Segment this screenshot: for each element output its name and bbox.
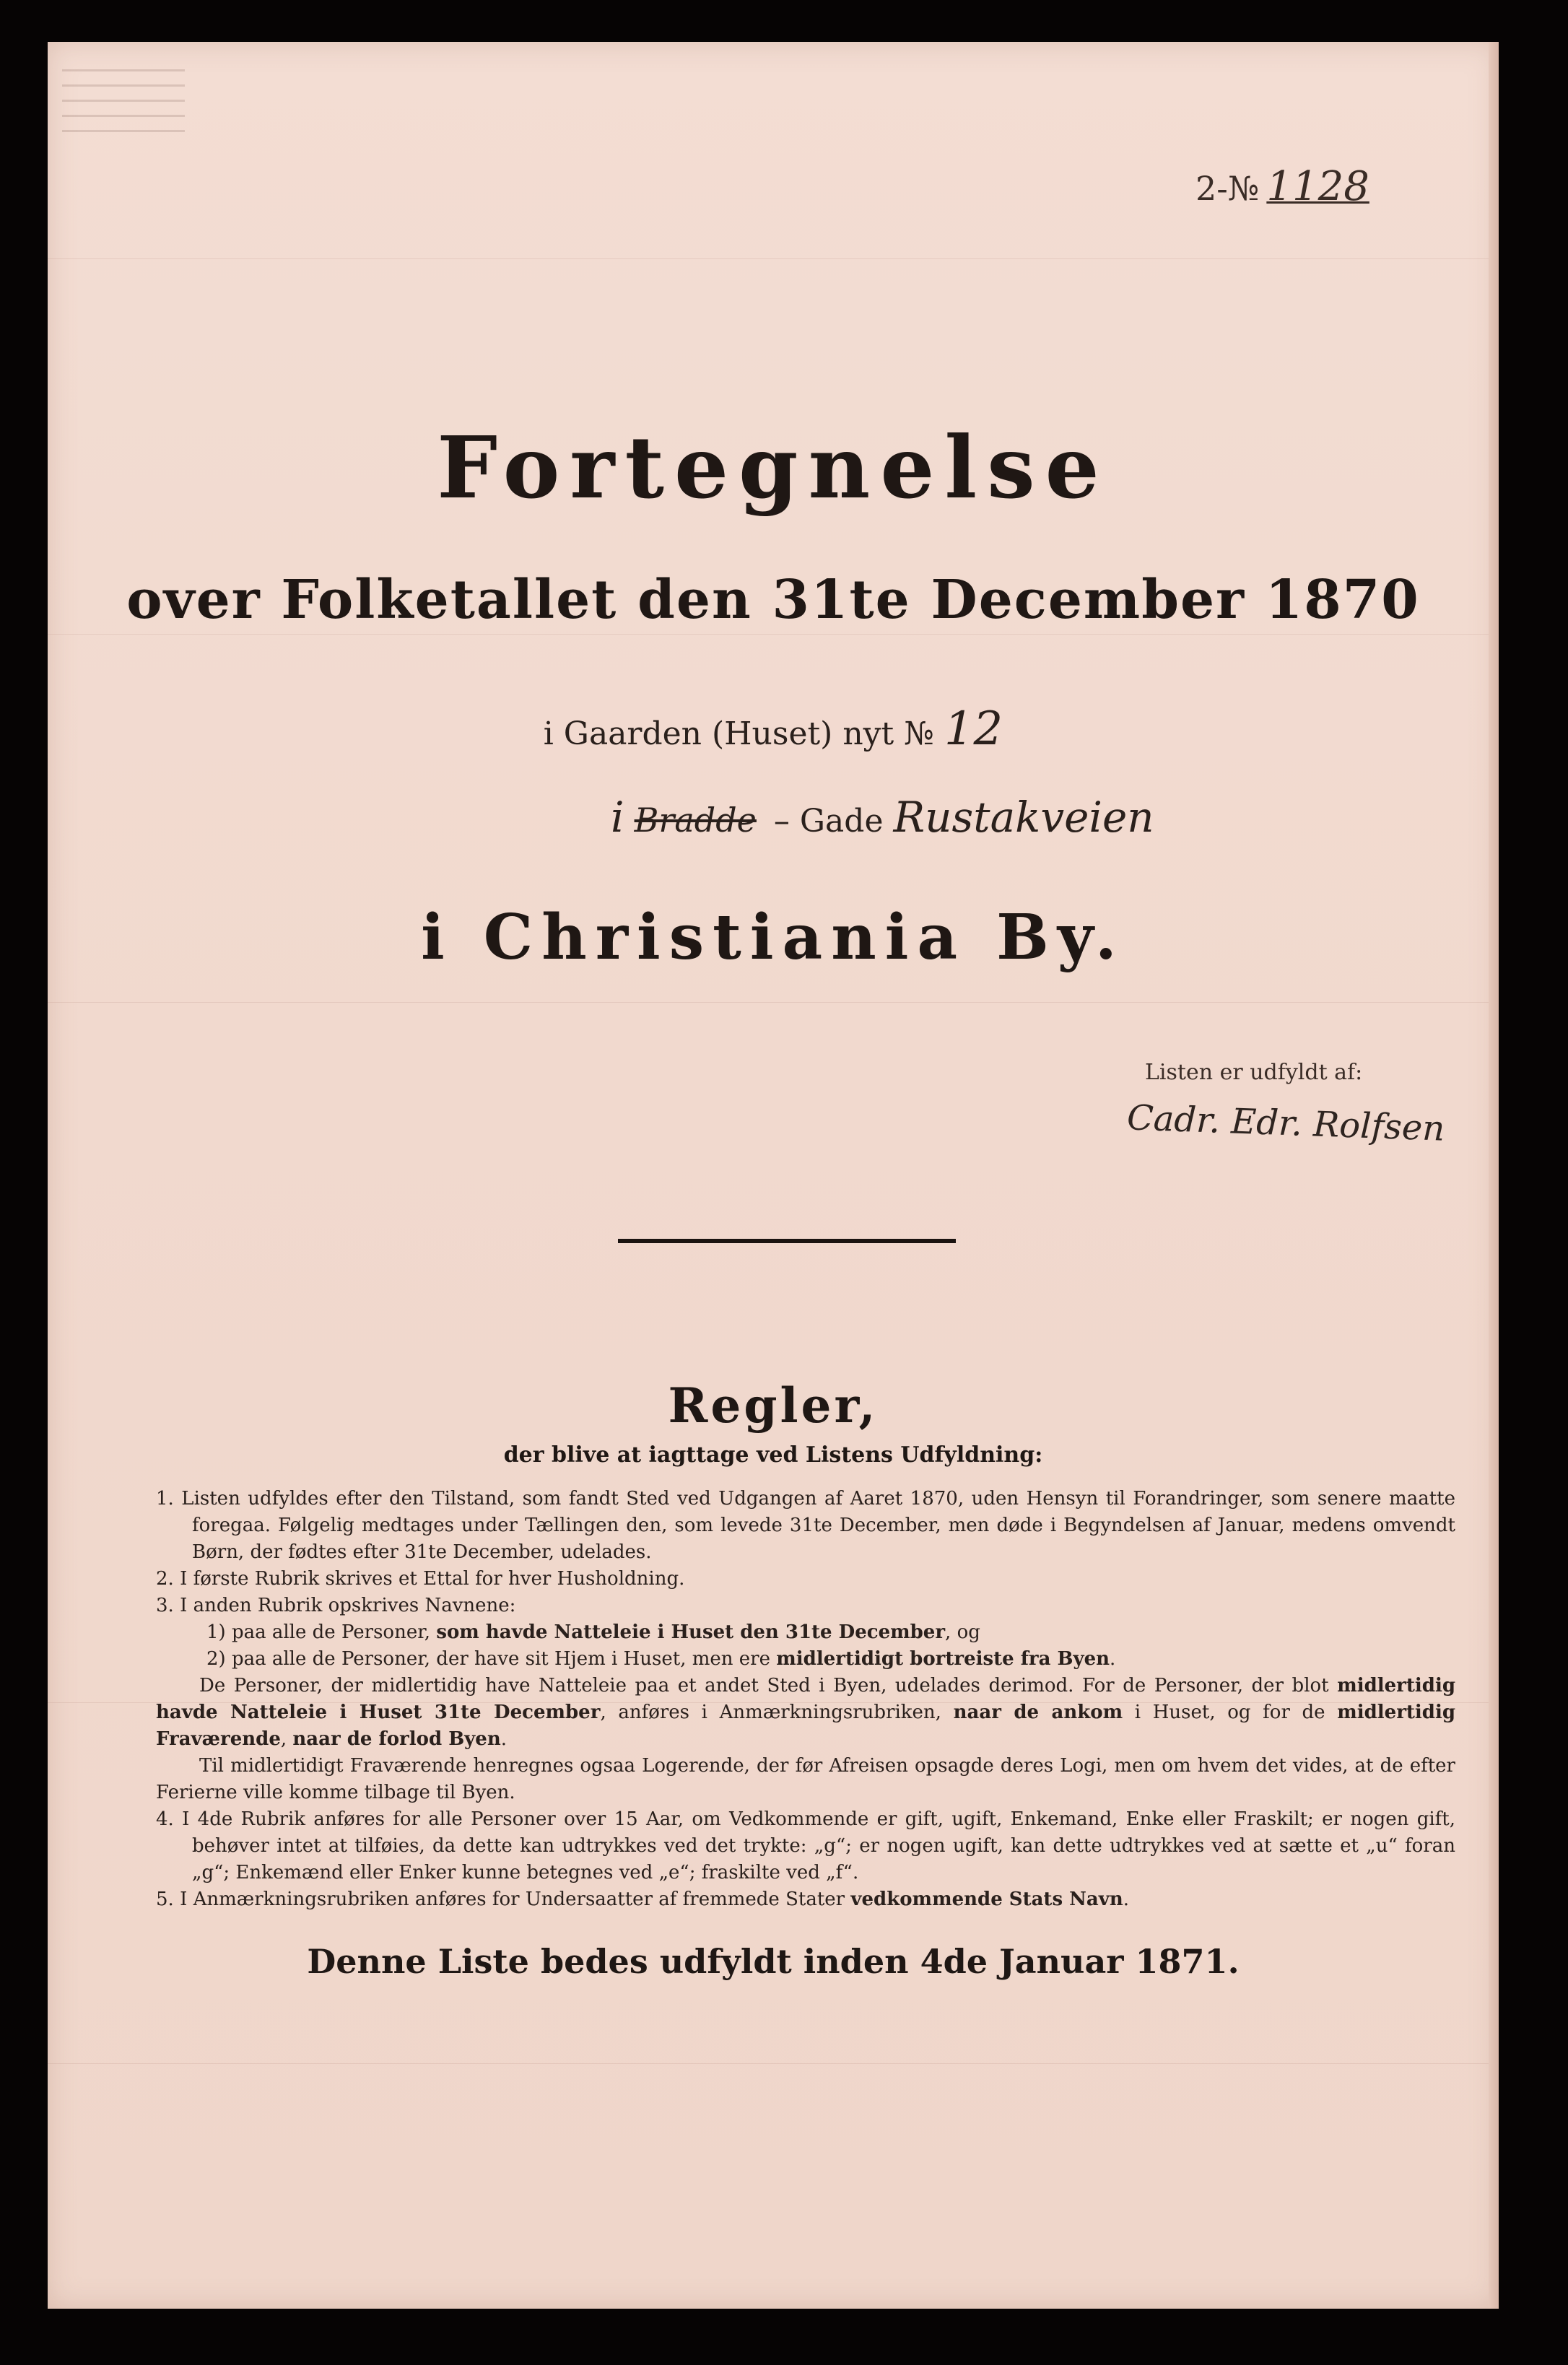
list-number-prefix: 2-№: [1195, 169, 1260, 208]
rule-item-3-paragraph-2: Til midlertidigt Fraværende henregnes ogsaa Logerende, der før Afreisen opsagde deres Logi, men om hvem det vides, at de efter Ferierne ville komme tilbage til Byen.: [156, 1755, 1455, 1803]
rule-text: 5. I Anmærkningsrubriken anføres for Undersaatter af fremmede Stater: [156, 1889, 851, 1910]
gade-label: Gade: [799, 803, 884, 840]
rule-item-2: 2. I første Rubrik skrives et Ettal for hver Husholdning.: [156, 1568, 685, 1590]
rule-item-3-paragraph-1: [156, 1673, 1455, 1753]
rule-text: .: [1123, 1889, 1130, 1910]
gade-struck-word: Bradde: [634, 801, 757, 840]
form-subtitle: over Folketallet den 31te December 1870: [126, 569, 1420, 631]
rule-emphasis: naar de ankom: [953, 1702, 1123, 1723]
rule-emphasis: midlertidigt bortreiste fra Byen: [776, 1648, 1110, 1670]
rule-item-4: 4. I 4de Rubrik anføres for alle Personer over 15 Aar, om Vedkommende er gift, ugift, Enkemand, Enke eller Fraskilt; er nogen gift, behøver intet at tilføies, da dette kan udtrykkes ved det trykte: „g“; er nogen ugift, kan dette udtrykkes ved at sætte et „u“ foran „g“; Enkemænd eller Enker kunne betegnes ved „e“; fraskilte ved „f“.: [156, 1808, 1455, 1883]
ruled-line: [48, 634, 1499, 635]
divider-rule: [618, 1239, 956, 1243]
bleed-through-text: [62, 56, 185, 230]
rule-text: .: [500, 1728, 507, 1750]
rule-text: ,: [280, 1728, 293, 1750]
city-line: i Christiania By.: [421, 901, 1125, 974]
rule-emphasis: vedkommende Stats Navn: [850, 1889, 1123, 1910]
signature: Cadr. Edr. Rolfsen: [1126, 1097, 1446, 1149]
gade-name: Rustakveien: [893, 793, 1154, 842]
rule-text: .: [1110, 1648, 1116, 1670]
gaard-label: i Gaarden (Huset) nyt №: [543, 715, 934, 752]
gade-line: [611, 793, 1154, 842]
rule-text: 2) paa alle de Personer, der have sit Hjem i Huset, men ere: [206, 1648, 777, 1670]
census-form-page: [48, 42, 1499, 2309]
list-number: [1195, 163, 1369, 210]
gaard-number: 12: [944, 702, 1003, 756]
gade-dash: –: [773, 803, 790, 840]
ruled-line: [48, 2063, 1499, 2064]
rule-text: 1) paa alle de Personer,: [206, 1621, 437, 1643]
rule-text: , anføres i Anmærkningsrubriken,: [600, 1702, 954, 1723]
rule-item-1: 1. Listen udfyldes efter den Tilstand, som fandt Sted ved Udgangen af Aaret 1870, uden Hensyn til Forandringer, som senere maatte foregaa. Følgelig medtages under Tællingen den, som levede 31te December, men døde i Begyndelsen af Januar, medens omvendt Børn, der fødtes efter 31te December, udelades.: [156, 1488, 1455, 1563]
rule-emphasis: midlertidig Fraværende: [156, 1702, 1456, 1750]
rule-item-3-2: [156, 1646, 1455, 1673]
ruled-line: [48, 1002, 1499, 1003]
rule-text: , og: [945, 1621, 980, 1643]
rule-emphasis: naar de forlod Byen: [292, 1728, 501, 1750]
rule-item-3-1: [156, 1619, 1455, 1646]
rule-emphasis: midlertidig havde Natteleie i Huset 31te December: [156, 1675, 1455, 1723]
gade-prefix: i: [611, 793, 624, 842]
rules-subheading: der blive at iagttage ved Listens Udfyldning:: [503, 1442, 1043, 1468]
rules-heading: Regler,: [668, 1377, 879, 1434]
ruled-line: [48, 258, 1499, 259]
form-title: Fortegnelse: [437, 417, 1110, 518]
rule-emphasis: som havde Natteleie i Huset den 31te December: [436, 1621, 946, 1643]
list-number-value: 1128: [1266, 163, 1369, 210]
gaard-line: [48, 702, 1499, 756]
deadline-notice: Denne Liste bedes udfyldt inden 4de Januar 1871.: [307, 1942, 1240, 1981]
filled-by-label: Listen er udfyldt af:: [1145, 1060, 1363, 1085]
rule-item-5: [156, 1886, 1455, 1913]
rule-text: De Personer, der midlertidig have Natteleie paa et andet Sted i Byen, udelades derimod. For de Personer, der blot: [199, 1675, 1338, 1697]
rules-body: [156, 1486, 1455, 1913]
rule-item-3: 3. I anden Rubrik opskrives Navnene:: [156, 1595, 516, 1616]
rule-text: i Huset, og for de: [1123, 1702, 1338, 1723]
